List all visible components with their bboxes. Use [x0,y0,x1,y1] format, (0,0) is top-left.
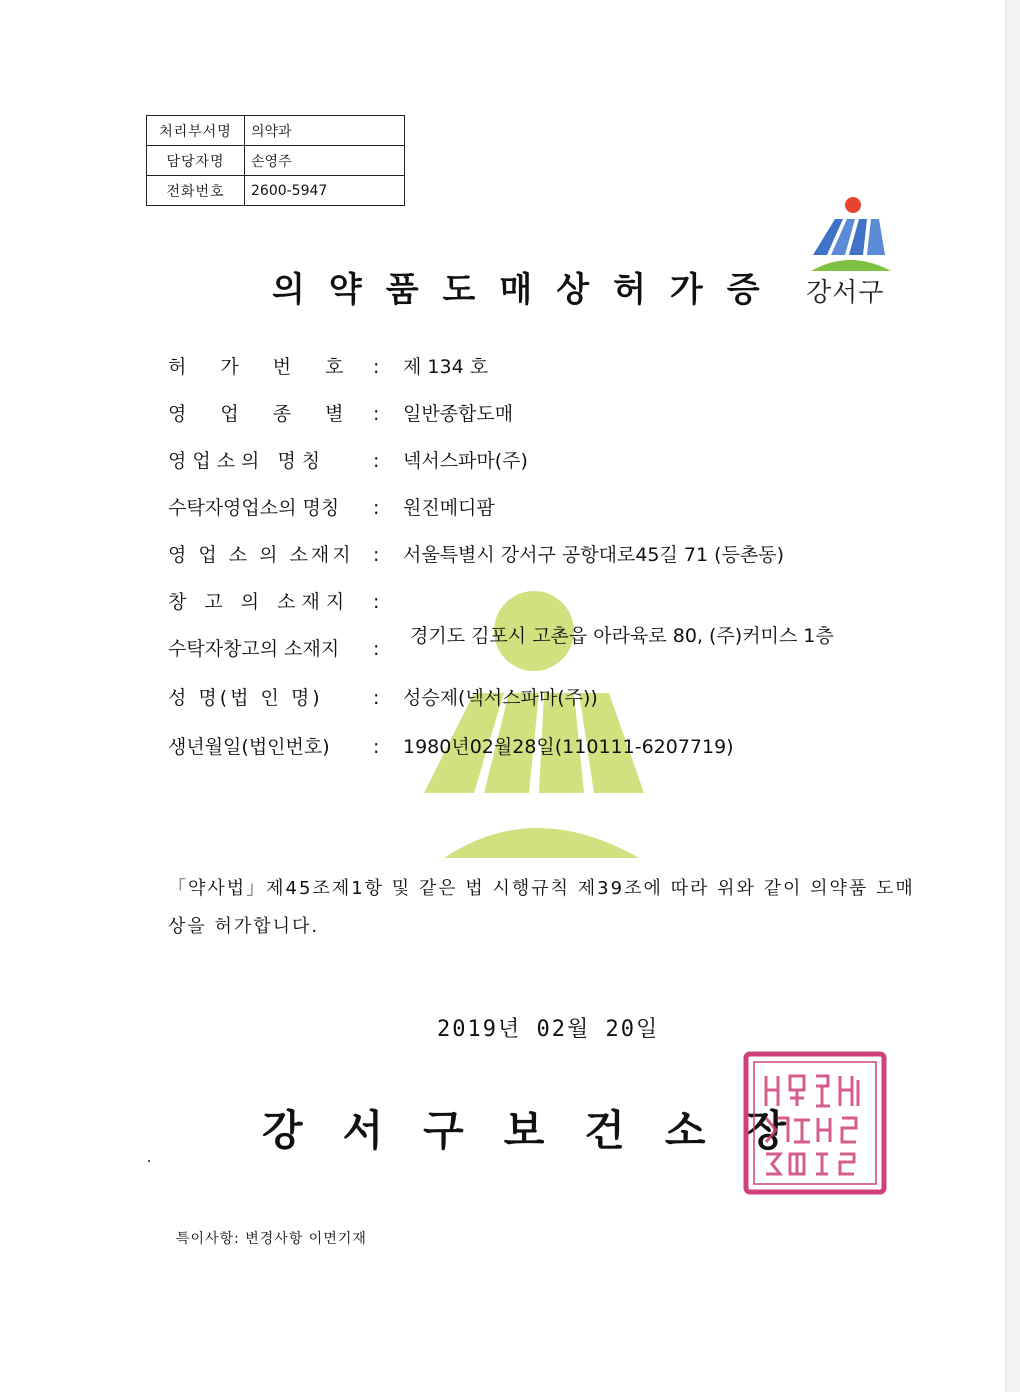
field-value: 원진메디팜 [403,497,495,519]
field-value: 서울특별시 강서구 공항대로45길 71 (등촌동) [403,544,785,566]
official-seal-icon [742,1050,888,1196]
table-row [147,116,405,146]
field-birthdate [168,732,734,759]
field-value: 경기도 김포시 고촌읍 아라육로 80, (주)커미스 1층 [410,625,834,647]
field-trustee-warehouse [168,634,403,661]
page-edge [1005,0,1020,1392]
field-colon: : [373,638,380,660]
field-trustee-name [168,493,495,520]
field-label: 생년월일(법인번호) [168,736,330,758]
field-label: 영 업 종 별 [168,403,358,425]
field-label: 영업소의 명칭 [168,450,327,472]
field-warehouse-address [168,587,403,614]
field-colon: : [373,497,380,519]
field-business-address [168,540,784,567]
permit-statement: 「약사법」제45조제1항 및 같은 법 시행규칙 제39조에 따라 위와 같이 의약품 도매상을 허가합니다. [168,878,915,937]
field-label: 수탁자영업소의 명칭 [168,497,340,519]
table-value: 2600-5947 [245,176,405,206]
field-value: 1980년02월28일(110111-6207719) [403,736,734,758]
table-row [147,146,405,176]
document-title: 의약품도매상허가증 [272,270,784,310]
table-row [147,176,405,206]
field-label: 성 명(법 인 명) [168,687,323,709]
field-label: 창 고 의 소재지 [168,591,351,613]
field-colon: : [373,356,380,378]
field-label: 수탁자창고의 소재지 [168,638,340,660]
scan-speck [148,1160,150,1162]
field-value: 성승제(넥서스파마(주)) [403,687,598,709]
field-value: 제 134 호 [403,356,489,378]
field-colon: : [373,687,380,709]
field-value: 일반종합도매 [403,403,514,425]
table-key: 담당자명 [147,146,245,176]
field-colon: : [373,403,380,425]
field-business-name [168,446,528,473]
table-key: 처리부서명 [147,116,245,146]
field-colon: : [373,450,380,472]
field-colon: : [373,591,380,613]
special-note: 특이사항: 변경사항 이면기재 [176,1231,367,1247]
logo-label: 강서구 [806,278,885,308]
field-representative [168,683,598,710]
handler-info-table [146,115,405,206]
table-key: 전화번호 [147,176,245,206]
table-value: 손영주 [245,146,405,176]
field-label: 허 가 번 호 [168,356,358,378]
field-permit-number [168,352,488,379]
field-value: 넥서스파마(주) [403,450,528,472]
field-colon: : [373,544,380,566]
issuer-name: 강서구보건소장 [262,1106,827,1155]
table-value: 의약과 [245,116,405,146]
field-label: 영 업 소 의 소재지 [168,544,354,566]
field-business-type [168,399,513,426]
field-colon: : [373,736,380,758]
issue-date: 2019년 02월 20일 [437,1017,660,1042]
